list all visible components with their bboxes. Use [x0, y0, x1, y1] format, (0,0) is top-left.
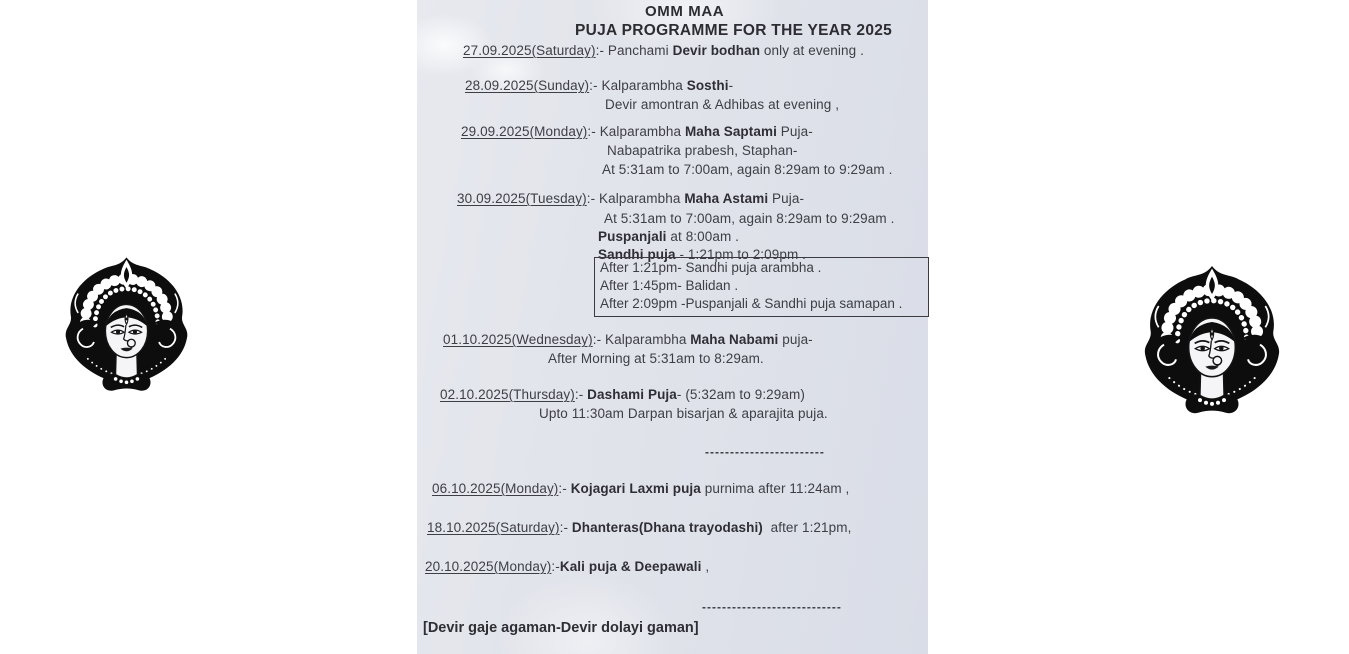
entry-text: after 1:21pm,	[762, 520, 852, 535]
section-divider: ------------------------	[705, 445, 825, 459]
entry-separator: :-	[589, 78, 598, 93]
footer-note: [Devir gaje agaman-Devir dolayi gaman]	[423, 620, 699, 636]
schedule-entry-nabami	[443, 331, 813, 348]
subline-text: At 5:31am to 7:00am, again 8:29am to 9:29am .	[604, 211, 895, 226]
entry-highlight: Dashami Puja	[587, 387, 677, 402]
subline-text: Devir amontran & Adhibas at evening ,	[605, 97, 840, 112]
entry-date: 02.10.2025(Thursday)	[440, 387, 575, 402]
entry-highlight: Kali puja & Deepawali	[559, 559, 702, 574]
schedule-subline	[602, 161, 892, 178]
schedule-subline	[548, 350, 764, 367]
entry-highlight: Devir bodhan	[672, 43, 761, 58]
schedule-subline	[605, 96, 839, 113]
entry-date: 28.09.2025(Sunday)	[465, 78, 590, 93]
subline-highlight: Puspanjali	[598, 229, 667, 244]
schedule-entry-kali-puja	[425, 558, 709, 575]
schedule-subline	[607, 142, 798, 159]
entry-text: Kalparambha	[601, 332, 691, 347]
entry-text: Puja-	[776, 124, 813, 139]
entry-text: - (5:32am to 9:29am)	[676, 387, 805, 402]
subline-text: at 8:00am .	[666, 229, 740, 244]
entry-text: purnima after 11:24am ,	[700, 481, 850, 496]
entry-date: 29.09.2025(Monday)	[461, 124, 588, 139]
schedule-entry-panchami	[463, 42, 864, 59]
sandhi-box-line: After 1:21pm- Sandhi puja arambha .	[600, 260, 822, 275]
entry-highlight: Sosthi	[686, 78, 729, 93]
entry-text: Kalparambha	[597, 78, 687, 93]
entry-highlight: Kojagari Laxmi puja	[570, 481, 701, 496]
entry-separator: :-	[595, 43, 605, 58]
puja-programme-sheet	[417, 0, 928, 654]
entry-date: 06.10.2025(Monday)	[432, 481, 559, 496]
entry-separator: :-	[592, 332, 602, 347]
entry-separator: :-	[574, 387, 584, 402]
durga-face-icon-left	[54, 250, 199, 400]
entry-date: 30.09.2025(Tuesday)	[457, 191, 587, 206]
schedule-entry-sosthi	[465, 77, 733, 94]
entry-text: -	[728, 78, 734, 93]
entry-separator: :-	[551, 559, 560, 574]
schedule-entry-saptami	[461, 123, 813, 140]
section-divider: ----------------------------	[702, 600, 842, 614]
entry-separator: :-	[558, 481, 567, 496]
subline-text: Upto 11:30am Darpan bisarjan & aparajita puja.	[539, 406, 828, 421]
entry-highlight: Maha Astami	[684, 191, 769, 206]
entry-separator: :-	[586, 191, 596, 206]
entry-highlight: Dhanteras(Dhana trayodashi)	[571, 520, 763, 535]
schedule-subline	[539, 405, 828, 422]
document-title: OMM MAA	[645, 3, 725, 20]
schedule-entry-dhanteras	[427, 519, 851, 536]
entry-date: 20.10.2025(Monday)	[425, 559, 552, 574]
entry-text: puja-	[778, 332, 813, 347]
entry-text: Panchami	[604, 43, 673, 58]
document-subtitle: PUJA PROGRAMME FOR THE YEAR 2025	[575, 22, 893, 39]
schedule-entry-kojagari	[432, 480, 849, 497]
schedule-entry-astami	[457, 190, 804, 207]
entry-date: 18.10.2025(Saturday)	[427, 520, 560, 535]
entry-text: Kalparambha	[595, 191, 685, 206]
subline-text: Nabapatrika prabesh, Staphan-	[607, 143, 798, 158]
subline-highlight: Sandhi puja	[598, 247, 676, 262]
subline-text: After Morning at 5:31am to 8:29am.	[548, 351, 764, 366]
entry-separator: :-	[559, 520, 569, 535]
schedule-entry-dashami	[440, 386, 805, 403]
durga-face-icon-right	[1132, 256, 1292, 428]
entry-text: Puja-	[768, 191, 805, 206]
entry-highlight: Maha Saptami	[684, 124, 777, 139]
entry-highlight: Maha Nabami	[690, 332, 779, 347]
schedule-subline	[604, 210, 894, 227]
entry-text: ,	[701, 559, 710, 574]
subline-text: - 1:21pm to 2:09pm .	[675, 247, 807, 262]
entry-separator: :-	[587, 124, 596, 139]
subline-text: At 5:31am to 7:00am, again 8:29am to 9:29am .	[602, 162, 893, 177]
entry-text: only at evening .	[760, 43, 864, 58]
sandhi-box-line: After 1:45pm- Balidan .	[600, 278, 739, 293]
sandhi-box-line: After 2:09pm -Puspanjali & Sandhi puja samapan .	[600, 296, 903, 311]
entry-text: Kalparambha	[595, 124, 685, 139]
entry-date: 27.09.2025(Saturday)	[463, 43, 596, 58]
entry-date: 01.10.2025(Wednesday)	[443, 332, 593, 347]
sandhi-puja-box	[594, 257, 929, 317]
schedule-subline	[598, 228, 739, 245]
